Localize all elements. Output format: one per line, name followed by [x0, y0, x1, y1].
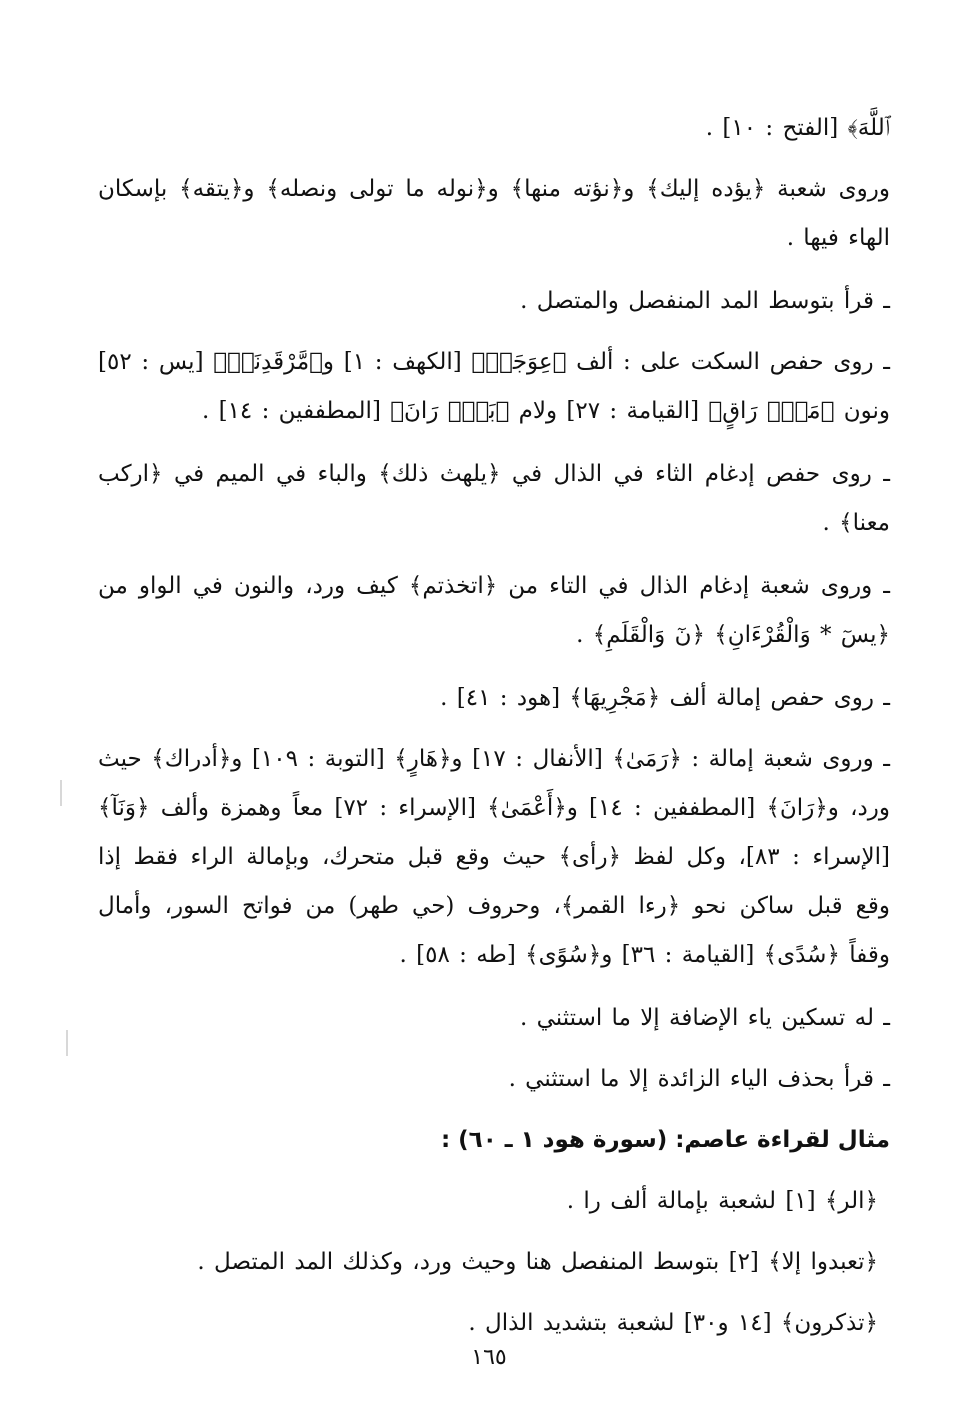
section-heading: مثال لقراءة عاصم: (سورة هود ١ ـ ٦٠) : — [440, 1127, 890, 1153]
paragraph-hafs-imala: ـ روى حفص إمالة ألف ﴿مَجْرِيهَا﴾ [هود : ٤١] . — [440, 685, 890, 711]
paragraph-shuba-imala: ـ وروى شعبة إمالة : ﴿رَمَىٰ﴾ [الأنفال : ١٧] و﴿هَارٍ﴾ [التوبة : ١٠٩] و﴿أدراك﴾ حيث ورد، و﴿رَانَ﴾ [المطففين : ١٤] و﴿أَعْمَىٰ﴾ [الإسراء : ٧٢] معاً وهمزة وألف ﴿وَنَآ﴾ [الإسراء : ٨٣]، وكل لفظ ﴿رأى﴾ حيث وقع قبل متحرك، وبإمالة الراء فقط إذا وقع قبل ساكن نحو ﴿رءا القمر﴾، وحروف (حي طهر) من فواتح السور، وأمال وقفاً ﴿سُدًى﴾ [القيامة : ٣٦] و﴿سُوًى﴾ [طه : ٥٨] . — [98, 746, 891, 968]
paragraph-fath-reference: ﭐﻟﻠَّﻪَ﴾ [الفتح : ١٠] . — [705, 115, 890, 141]
paragraph-ya-zaida: ـ قرأ بحذف الياء الزائدة إلا ما استثني . — [508, 1066, 890, 1092]
example-item: ﴿الر﴾ [١] لشعبة بإمالة ألف را . — [566, 1188, 878, 1214]
example-item: ﴿تذكرون﴾ [١٤ و٣٠] لشعبة بتشديد الذال . — [468, 1310, 878, 1336]
paragraph-madd-tawassut: ـ قرأ بتوسط المد المنفصل والمتصل . — [520, 288, 890, 314]
example-item: ﴿تعبدوا إلا﴾ [٢] بتوسط المنفصل هنا وحيث ورد، وكذلك المد المتصل . — [197, 1249, 878, 1275]
paragraph-ya-idafa: ـ له تسكين ياء الإضافة إلا ما استثني . — [519, 1005, 890, 1031]
scan-mark — [66, 1030, 68, 1056]
paragraph-shuba-hae-sukun: وروى شعبة ﴿يؤده إليك﴾ و﴿نؤته منها﴾ و﴿نوله ما تولى ونصله﴾ و﴿يتقه﴾ بإسكان الهاء فيها . — [98, 176, 890, 251]
paragraph-shuba-idgham: ـ وروى شعبة إدغام الذال في التاء من ﴿اتخذتم﴾ كيف ورد، والنون في الواو من ﴿يسٓ * وَالْقُرْءَانِ﴾ ﴿نٓ وَالْقَلَمِ﴾ . — [98, 573, 890, 648]
page-number: ١٦٥ — [471, 1345, 507, 1370]
scan-mark — [60, 780, 62, 806]
paragraph-hafs-sakt: ـ روى حفص السكت على : ألف ﴿عِوَجَاۜ﴾ [الكهف : ١] و﴿مَّرْقَدِنَاۜ﴾ [يس : ٥٢] ونون ﴿مَنْۜ رَاقٍ﴾ [القيامة : ٢٧] ولام ﴿بَلْۜ رَانَ﴾ [المطففين : ١٤] . — [98, 349, 890, 424]
paragraph-hafs-idgham: ـ روى حفص إدغام الثاء في الذال في ﴿يلهث ذلك﴾ والباء في الميم في ﴿اركب معنا﴾ . — [98, 461, 890, 536]
